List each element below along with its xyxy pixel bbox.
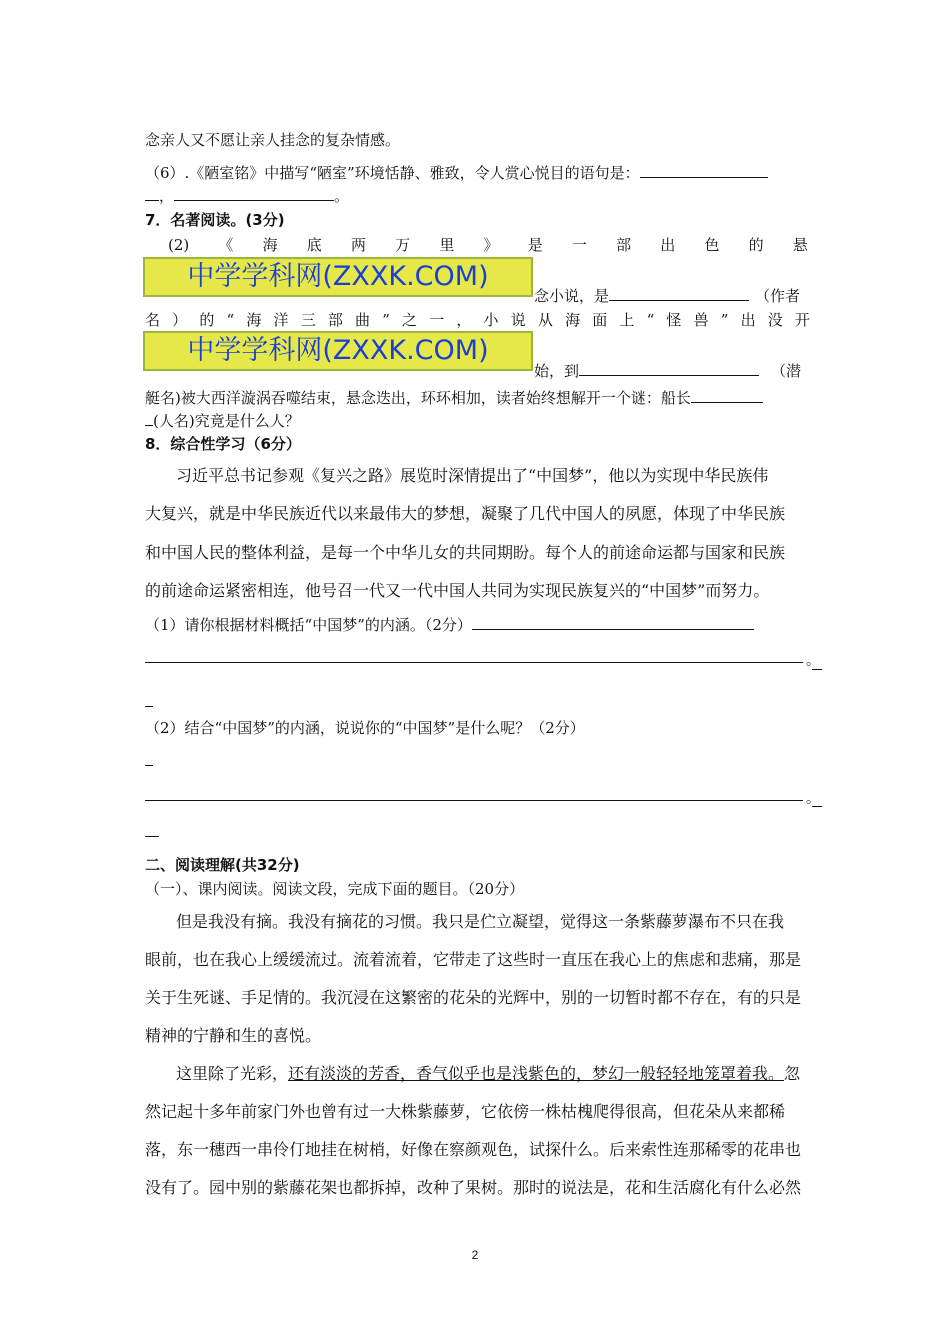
reading-paragraph [176, 1065, 810, 1083]
spaced-char: 里 [439, 236, 455, 254]
reading-paragraph: 然记起十多年前家门外也曾有过一大株紫藤萝，它依傍一株枯槐爬得很高，但花朵从来都稀 [145, 1102, 786, 1121]
text: 这里除了光彩， [176, 1064, 289, 1083]
spaced-char: 两 [350, 236, 366, 254]
answer-rule [145, 662, 803, 663]
text: 念小说，是 [534, 287, 610, 305]
spaced-char: 面 [592, 311, 608, 329]
spaced-char: 之 [402, 311, 418, 329]
answer-rule [145, 800, 803, 801]
spaced-char: 》 [483, 236, 499, 254]
spaced-char: 出 [660, 236, 676, 254]
answer-blank [174, 186, 334, 201]
spaced-char: 名 [145, 311, 161, 329]
material-paragraph: 的前途命运紧密相连，他号召一代又一代中国人共同为实现民族复兴的“中国梦”而努力。 [145, 581, 770, 600]
spaced-char: 是 [527, 236, 543, 254]
captain-blank [691, 388, 763, 403]
answer-stub [812, 806, 822, 807]
spaced-char: 悬 [792, 236, 808, 254]
spaced-char: 没 [767, 311, 783, 329]
section-2-title: 二、阅读理解(共32分) [145, 856, 300, 874]
page-number: 2 [471, 1248, 479, 1262]
material-paragraph: 习近平总书记参观《复兴之路》展览时深情提出了“中国梦”，他以为实现中华民族伟 [176, 466, 769, 485]
text: （作者 [755, 287, 801, 305]
text: 始，到 [534, 362, 580, 380]
text: 忽 [784, 1064, 801, 1083]
question-6-line-2: ， 。 [145, 186, 810, 205]
spaced-char: 的 [748, 236, 764, 254]
period: 。 [806, 791, 820, 807]
spaced-char: 出 [740, 311, 756, 329]
text: （1）请你根据材料概括“中国梦”的内涵。（2分） [145, 616, 472, 634]
spaced-char: 部 [616, 236, 632, 254]
spaced-char: 开 [794, 311, 810, 329]
spaced-char: ” [720, 311, 729, 329]
material-paragraph: 和中国人民的整体利益，是每一个中华儿女的共同期盼。每个人的前途命运都与国家和民族 [145, 543, 786, 562]
section-2-subtitle: （一）、课内阅读。阅读文段，完成下面的题目。（20分） [145, 880, 525, 898]
spaced-char: 的 [199, 311, 215, 329]
question-8-title: 8．综合性学习（6分） [145, 435, 301, 453]
submarine-blank [579, 361, 759, 376]
answer-stub [145, 706, 153, 707]
spaced-char: 说 [510, 311, 526, 329]
spaced-char: 部 [327, 311, 343, 329]
spaced-char: (2) [168, 236, 190, 254]
text: （潜 [771, 362, 802, 380]
question-8-sub-1 [145, 615, 810, 634]
reading-paragraph: 精神的宁静和生的喜悦。 [145, 1026, 322, 1045]
spaced-char: “ [646, 311, 655, 329]
spaced-char: ” [382, 311, 390, 329]
question-7-line-2 [534, 286, 810, 305]
question-7-line-6 [145, 411, 810, 430]
author-blank [609, 286, 749, 301]
period: 。 [334, 187, 350, 205]
spaced-char: 小 [483, 311, 499, 329]
reading-paragraph: 关于生死谜、手足情的。我沉浸在这繁密的花朵的光辉中，别的一切暂时都不存在，有的只是 [145, 988, 802, 1007]
answer-blank [640, 163, 768, 178]
period: 。 [806, 653, 820, 669]
text: 艇名)被大西洋漩涡吞噬结束，悬念迭出，环环相加，读者始终想解开一个谜：船长 [145, 389, 691, 407]
spaced-char: 兽 [693, 311, 709, 329]
question-8-sub-2: （2）结合“中国梦”的内涵，说说你的“中国梦”是什么呢？（2分） [145, 719, 585, 737]
spaced-char: 底 [306, 236, 322, 254]
answer-blank [145, 411, 153, 426]
spaced-char: 《 [218, 236, 234, 254]
spaced-char: 从 [537, 311, 553, 329]
spaced-char: 色 [704, 236, 720, 254]
question-7-line-1 [168, 236, 808, 254]
spaced-char: 三 [300, 311, 316, 329]
answer-stub [145, 836, 159, 837]
spaced-char: 怪 [666, 311, 682, 329]
reading-paragraph: 但是我没有摘。我没有摘花的习惯。我只是伫立凝望，觉得这一条紫藤萝瀑布不只在我 [176, 912, 785, 931]
spaced-char: 海 [246, 311, 262, 329]
answer-blank [145, 186, 159, 201]
spaced-char: 一 [571, 236, 587, 254]
spaced-char: 万 [395, 236, 411, 254]
text-line: 念亲人又不愿让亲人挂念的复杂情感。 [145, 131, 401, 149]
answer-stub [812, 669, 822, 670]
question-6-line [145, 163, 810, 182]
spaced-char: 曲 [355, 311, 371, 329]
spaced-char: 海 [565, 311, 581, 329]
reading-paragraph: 眼前，也在我心上缓缓流过。流着流着，它带走了这些时一直压在我心上的焦虑和悲痛，那是 [145, 950, 802, 969]
spaced-char: ， [456, 311, 472, 329]
spaced-char: 一 [429, 311, 445, 329]
answer-blank [472, 615, 754, 630]
spaced-char: 洋 [273, 311, 289, 329]
question-6-text: （6）.《陋室铭》中描写“陋室”环境恬静、雅致，令人赏心悦目的语句是： [145, 164, 640, 182]
spaced-char: “ [226, 311, 235, 329]
answer-stub [145, 765, 153, 766]
watermark-logo: 中学学科网(ZXXK.COM) [143, 257, 533, 297]
underlined-sentence: 还有淡淡的芳香，香气似乎也是浅紫色的，梦幻一般轻轻地笼罩着我。 [288, 1064, 785, 1083]
reading-paragraph: 落，东一穗西一串伶仃地挂在树梢，好像在察颜观色，试探什么。后来索性连那稀零的花串也 [145, 1140, 802, 1159]
watermark-logo: 中学学科网(ZXXK.COM) [143, 331, 533, 371]
question-7-line-3 [145, 311, 810, 329]
spaced-char: 上 [619, 311, 635, 329]
spaced-char: ） [172, 311, 188, 329]
text: (人名)究竟是什么人？ [153, 412, 300, 430]
question-7-line-4 [534, 361, 810, 380]
material-paragraph: 大复兴，就是中华民族近代以来最伟大的梦想，凝聚了几代中国人的夙愿，体现了中华民族 [145, 504, 786, 523]
spaced-char: 海 [262, 236, 278, 254]
question-7-title: 7．名著阅读。(3分) [145, 211, 285, 229]
reading-paragraph: 没有了。园中别的紫藤花架也都拆掉，改种了果树。那时的说法是，花和生活腐化有什么必然 [145, 1178, 802, 1197]
question-7-line-5 [145, 388, 810, 407]
